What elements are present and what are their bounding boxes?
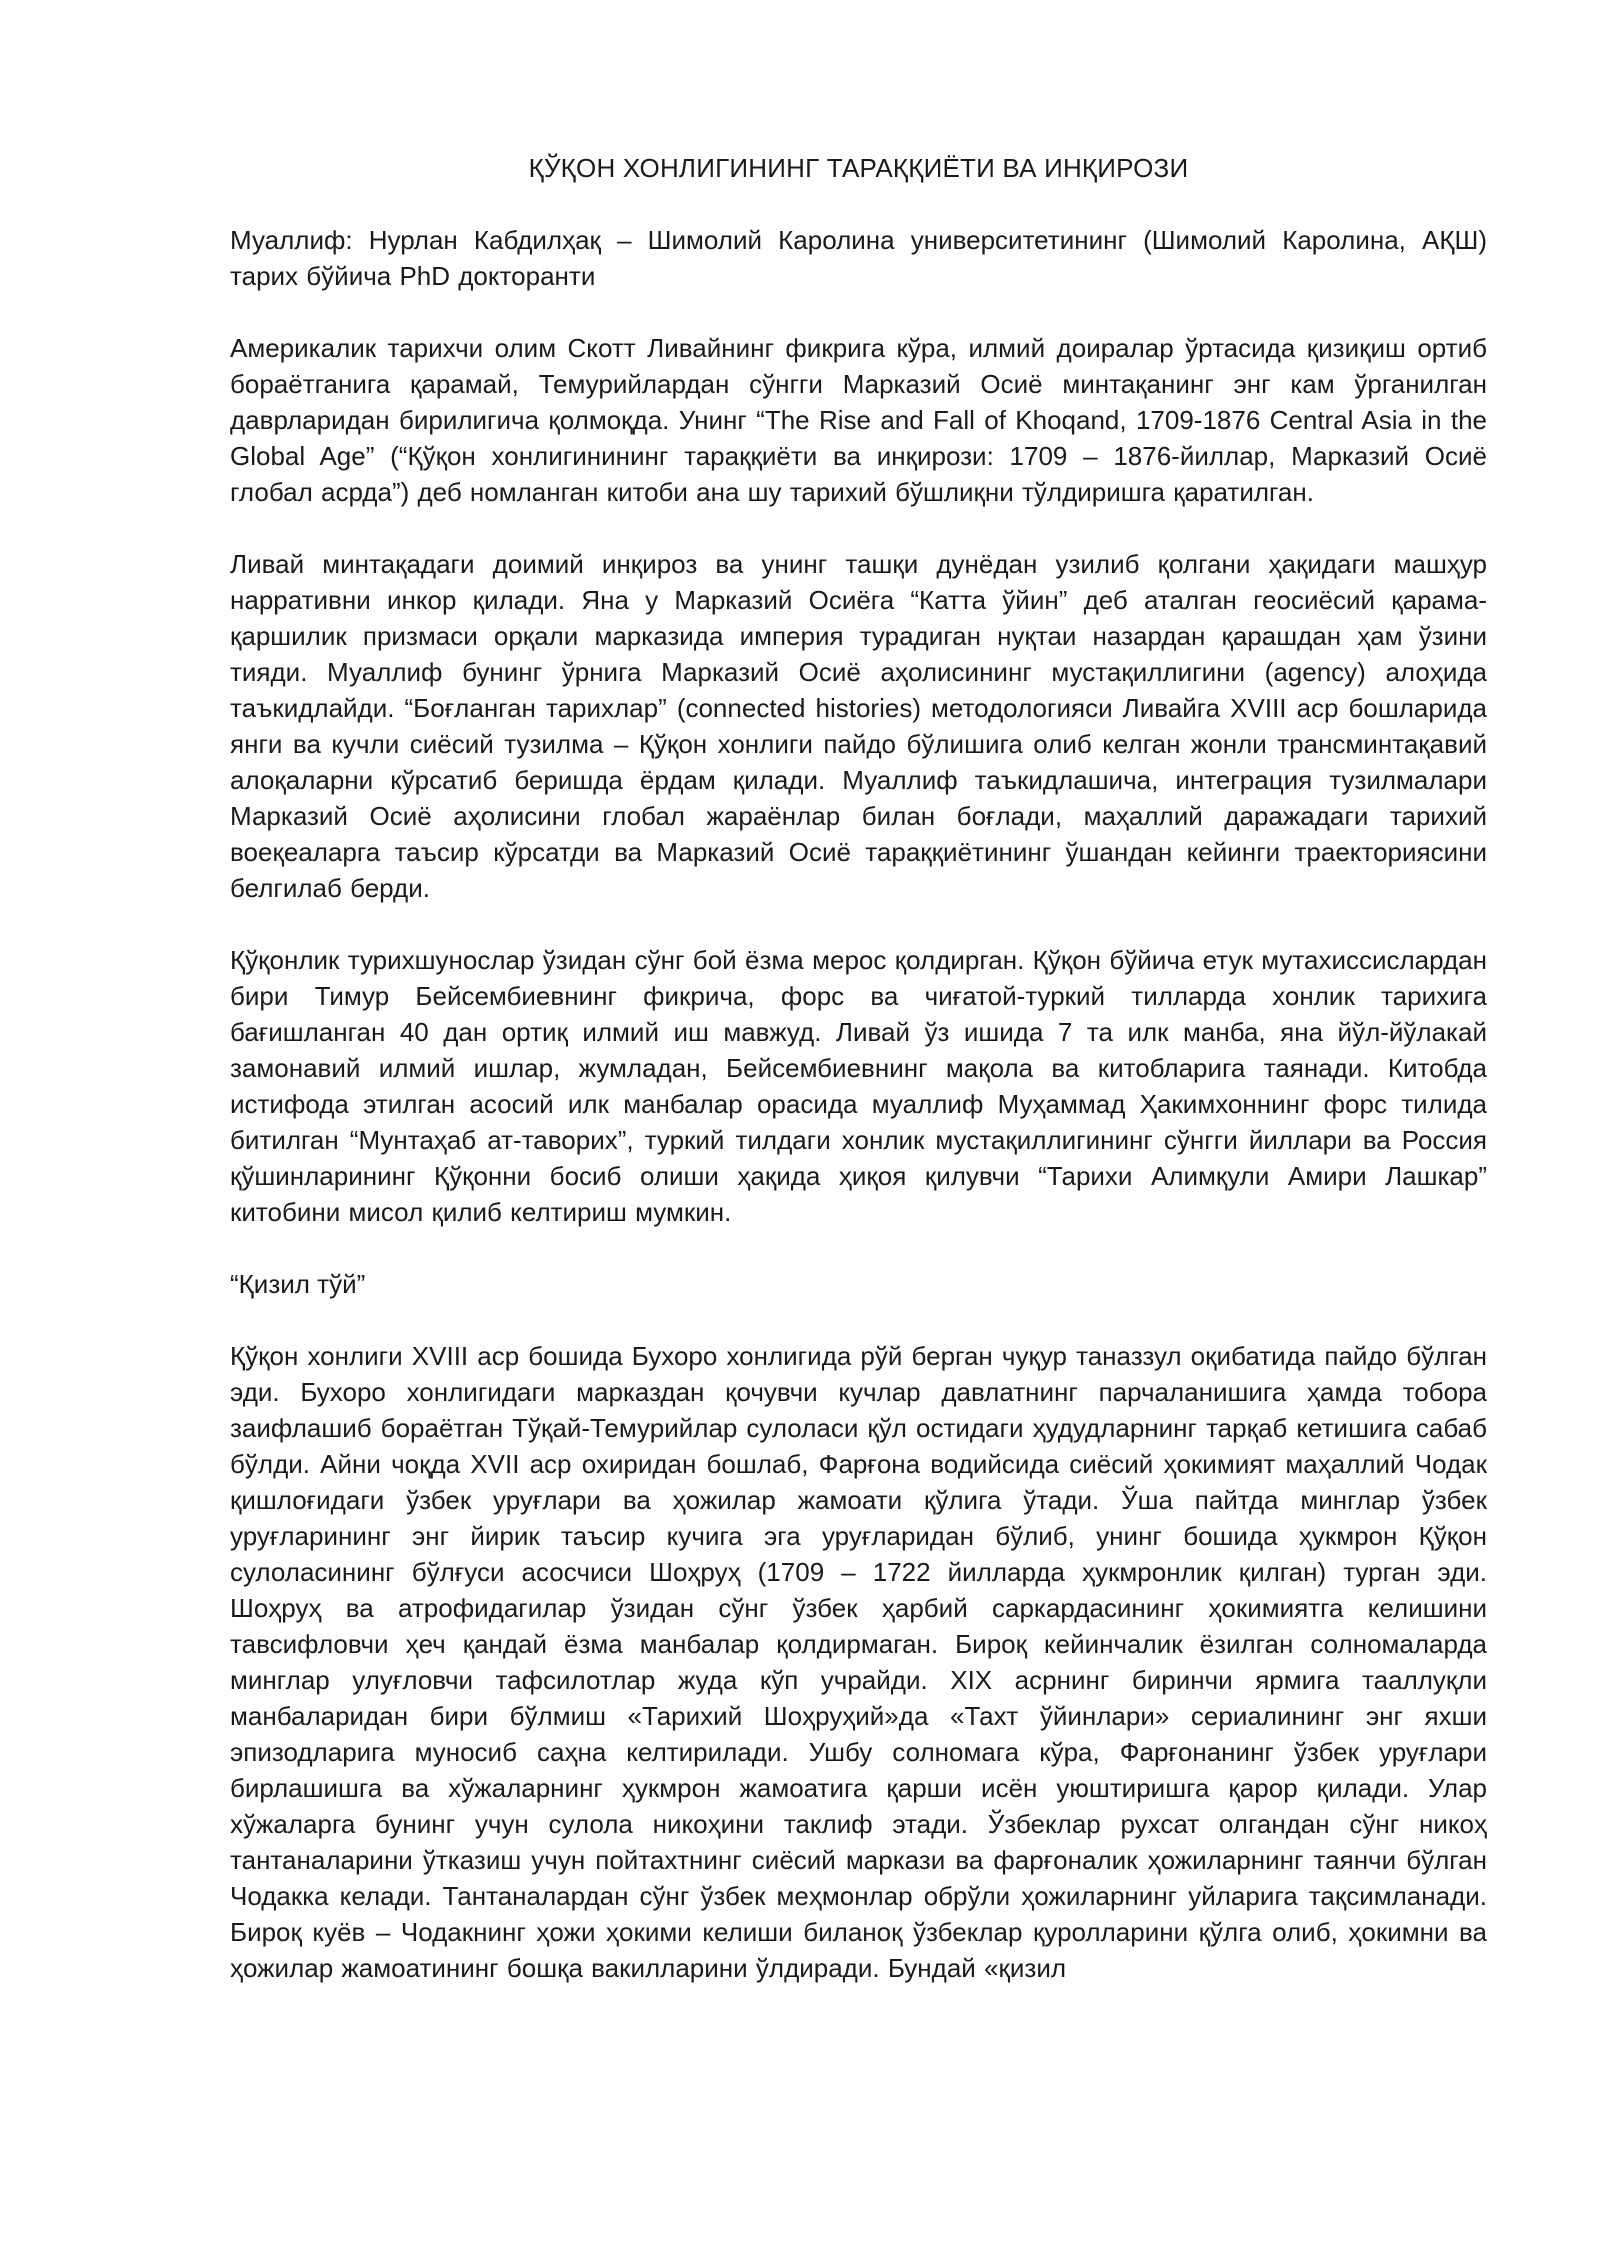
paragraph-1: Америкалик тарихчи олим Скотт Ливайнинг фикрига кўра, илмий доиралар ўртасида қизиқиш ортиб бораётганига қарамай, Темурийлардан сўнгги Марказий Осиё минтақанинг энг кам ўрганилган даврларидан бирилигича қолмоқда. Унинг “The Rise and Fall of Khoqand, 1709-1876 Central Asia in the Global Age” (“Қўқон хонлигинининг тараққиёти ва инқирози: 1709 – 1876-йиллар, Марказий Осиё глобал асрда”) деб номланган китоби ана шу тарихий бўшлиқни тўлдиришга қаратилган. <box>230 333 1487 507</box>
section-heading: “Қизил тўй” <box>230 1269 366 1299</box>
paragraph-2: Ливай минтақадаги доимий инқироз ва унинг ташқи дунёдан узилиб қолгани ҳақидаги машҳур нарративни инкор қилади. Яна у Марказий Осиёга “Катта ўйин” деб аталган геосиёсий қарама-қаршилик призмаси орқали марказида империя турадиган нуқтаи назардан қарашдан ҳам ўзини тияди. Муаллиф бунинг ўрнига Марказий Осиё аҳолисининг мустақиллигини (agency) алоҳида таъкидлайди. “Боғланган тарихлар” (connected histories) методологияси Ливайга XVIII аср бошларида янги ва кучли сиёсий тузилма – Қўқон хонлиги пайдо бўлишига олиб келган жонли трансминтақавий алоқаларни кўрсатиб беришда ёрдам қилади. Муаллиф таъкидлашича, интеграция тузилмалари Марказий Осиё аҳолисини глобал жараёнлар билан боғлади, маҳаллий даражадаги тарихий воеқеаларга таъсир кўрсатди ва Марказий Осиё тараққиётининг ўшандан кейинги траекториясини белгилаб берди. <box>230 549 1487 903</box>
paragraph-3: Қўқонлик турихшунослар ўзидан сўнг бой ёзма мерос қолдирган. Қўқон бўйича етук мутахиссислардан бири Тимур Бейсембиевнинг фикрича, форс ва чиғатой-туркий тилларда хонлик тарихига бағишланган 40 дан ортиқ илмий иш мавжуд. Ливай ўз ишида 7 та илк манба, яна йўл-йўлакай замонавий илмий ишлар, жумладан, Бейсембиевнинг мақола ва китобларига таянади. Китобда истифода этилган асосий илк манбалар орасида муаллиф Муҳаммад Ҳакимхоннинг форс тилида битилган “Мунтаҳаб ат-таворих”, туркий тилдаги хонлик мустақиллигининг сўнгги йиллари ва Россия қўшинларининг Қўқонни босиб олиши ҳақида ҳиқоя қилувчи “Тарихи Алимқули Амири Лашкар” китобини мисол қилиб келтириш мумкин. <box>230 945 1487 1227</box>
author-line: Муаллиф: Нурлан Кабдилҳақ – Шимолий Каролина университетининг (Шимолий Каролина, АҚШ) тарих бўйича PhD докторанти <box>230 225 1487 291</box>
document-title: ҚЎҚОН ХОНЛИГИНИНГ ТАРАҚҚИЁТИ ВА ИНҚИРОЗИ <box>528 153 1189 183</box>
paragraph-4: Қўқон хонлиги XVIII аср бошида Бухоро хонлигида рўй берган чуқур таназзул оқибатида пайдо бўлган эди. Бухоро хонлигидаги марказдан қочувчи кучлар давлатнинг парчаланишига ҳамда тобора заифлашиб бораётган Тўқай-Темурийлар сулоласи қўл остидаги ҳудудларнинг тарқаб кетишига сабаб бўлди. Айни чоқда XVII аср охиридан бошлаб, Фарғона водийсида сиёсий ҳокимият маҳаллий Чодак қишлоғидаги ўзбек уруғлари ва ҳожилар жамоати қўлига ўтади. Ўша пайтда минглар ўзбек уруғларининг энг йирик таъсир кучига эга уруғларидан бўлиб, унинг бошида ҳукмрон Қўқон сулоласининг бўлғуси асосчиси Шоҳруҳ (1709 – 1722 йилларда ҳукмронлик қилган) турган эди. Шоҳруҳ ва атрофидагилар ўзидан сўнг ўзбек ҳарбий саркардасининг ҳокимиятга келишини тавсифловчи ҳеч қандай ёзма манбалар қолдирмаган. Бироқ кейинчалик ёзилган солномаларда минглар улуғловчи тафсилотлар жуда кўп учрайди. XIX асрнинг биринчи ярмига тааллуқли манбаларидан бири бўлмиш «Тарихий Шоҳруҳий»да «Тахт ўйинлари» сериалининг энг яхши эпизодларига муносиб саҳна келтирилади. Ушбу солномага кўра, Фарғонанинг ўзбек уруғлари бирлашишга ва хўжаларнинг ҳукмрон жамоатига қарши исён уюштиришга қарор қилади. Улар хўжаларга бунинг учун сулола никоҳини таклиф этади. Ўзбеклар рухсат олгандан сўнг никоҳ тантаналарини ўтказиш учун пойтахтнинг сиёсий маркази ва фарғоналик ҳожиларнинг таянчи бўлган Чодакка келади. Тантаналардан сўнг ўзбек меҳмонлар обрўли ҳожиларнинг уйларига тақсимланади. Бироқ куёв – Чодакнинг ҳожи ҳокими келиши биланоқ ўзбеклар қуролларини қўлга олиб, ҳокимни ва ҳожилар жамоатининг бошқа вакилларини ўлдиради. Бундай «қизил <box>230 1341 1487 1983</box>
